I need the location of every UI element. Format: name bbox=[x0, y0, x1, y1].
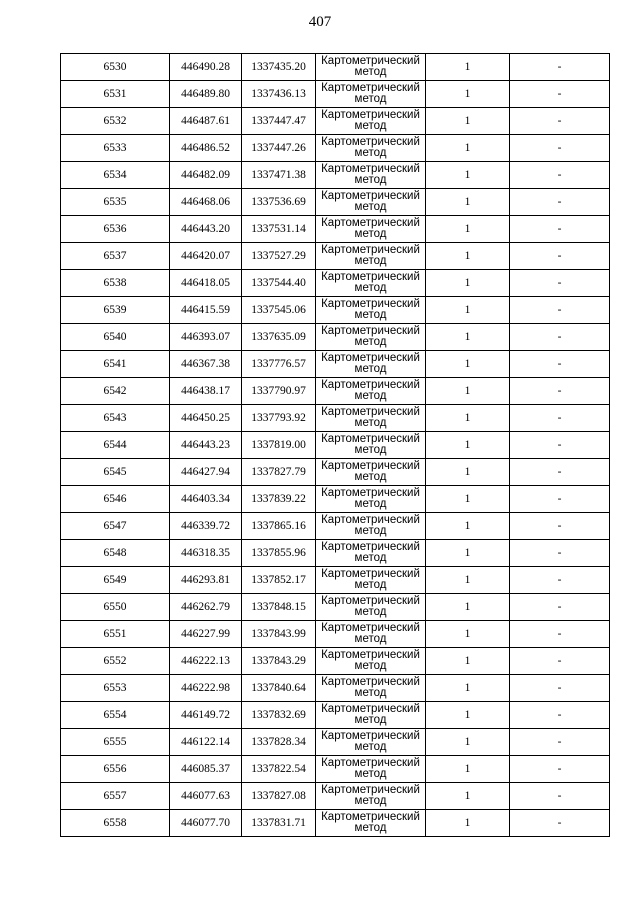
dash-cell: - bbox=[510, 702, 610, 729]
point-number-cell: 6551 bbox=[61, 621, 170, 648]
y-coordinate-cell: 1337865.16 bbox=[242, 513, 316, 540]
table-row bbox=[61, 810, 610, 837]
x-coordinate-cell: 446443.20 bbox=[170, 216, 242, 243]
point-number-cell: 6536 bbox=[61, 216, 170, 243]
point-number-cell: 6530 bbox=[61, 54, 170, 81]
method-text-line1: Картометрический bbox=[321, 487, 420, 499]
method-cell bbox=[316, 540, 426, 567]
method-cell bbox=[316, 297, 426, 324]
method-text-line2: метод bbox=[354, 768, 387, 780]
dash-cell: - bbox=[510, 540, 610, 567]
y-coordinate-cell: 1337527.29 bbox=[242, 243, 316, 270]
point-number-cell: 6558 bbox=[61, 810, 170, 837]
x-coordinate-cell: 446262.79 bbox=[170, 594, 242, 621]
method-text-line1: Картометрический bbox=[321, 811, 420, 823]
method-text-line1: Картометрический bbox=[321, 352, 420, 364]
dash-cell: - bbox=[510, 54, 610, 81]
method-text-line1: Картометрический bbox=[321, 82, 420, 94]
y-coordinate-cell: 1337840.64 bbox=[242, 675, 316, 702]
method-cell bbox=[316, 189, 426, 216]
point-number-cell: 6535 bbox=[61, 189, 170, 216]
accuracy-cell: 1 bbox=[426, 54, 510, 81]
method-cell bbox=[316, 432, 426, 459]
y-coordinate-cell: 1337819.00 bbox=[242, 432, 316, 459]
x-coordinate-cell: 446489.80 bbox=[170, 81, 242, 108]
method-cell bbox=[316, 351, 426, 378]
dash-cell: - bbox=[510, 810, 610, 837]
y-coordinate-cell: 1337843.29 bbox=[242, 648, 316, 675]
method-cell bbox=[316, 270, 426, 297]
table-row bbox=[61, 270, 610, 297]
point-number-cell: 6538 bbox=[61, 270, 170, 297]
accuracy-cell: 1 bbox=[426, 243, 510, 270]
method-text-line2: метод bbox=[354, 606, 387, 618]
accuracy-cell: 1 bbox=[426, 729, 510, 756]
y-coordinate-cell: 1337855.96 bbox=[242, 540, 316, 567]
method-text-line2: метод bbox=[354, 687, 387, 699]
table-row bbox=[61, 486, 610, 513]
method-text-line2: метод bbox=[354, 228, 387, 240]
dash-cell: - bbox=[510, 162, 610, 189]
method-text-line2: метод bbox=[354, 147, 387, 159]
y-coordinate-cell: 1337852.17 bbox=[242, 567, 316, 594]
method-text-line1: Картометрический bbox=[321, 163, 420, 175]
accuracy-cell: 1 bbox=[426, 810, 510, 837]
method-text-line1: Картометрический bbox=[321, 271, 420, 283]
table-row bbox=[61, 81, 610, 108]
method-cell bbox=[316, 216, 426, 243]
method-cell bbox=[316, 459, 426, 486]
y-coordinate-cell: 1337536.69 bbox=[242, 189, 316, 216]
y-coordinate-cell: 1337545.06 bbox=[242, 297, 316, 324]
dash-cell: - bbox=[510, 135, 610, 162]
dash-cell: - bbox=[510, 675, 610, 702]
accuracy-cell: 1 bbox=[426, 405, 510, 432]
method-text-line2: метод bbox=[354, 417, 387, 429]
method-cell bbox=[316, 324, 426, 351]
coordinates-table-body bbox=[61, 54, 610, 837]
table-row bbox=[61, 513, 610, 540]
dash-cell: - bbox=[510, 783, 610, 810]
accuracy-cell: 1 bbox=[426, 324, 510, 351]
method-text-line1: Картометрический bbox=[321, 676, 420, 688]
y-coordinate-cell: 1337435.20 bbox=[242, 54, 316, 81]
method-text-line1: Картометрический bbox=[321, 298, 420, 310]
method-cell bbox=[316, 243, 426, 270]
method-text-line1: Картометрический bbox=[321, 514, 420, 526]
y-coordinate-cell: 1337531.14 bbox=[242, 216, 316, 243]
method-text-line1: Картометрический bbox=[321, 703, 420, 715]
dash-cell: - bbox=[510, 405, 610, 432]
point-number-cell: 6548 bbox=[61, 540, 170, 567]
method-text-line2: метод bbox=[354, 174, 387, 186]
method-cell bbox=[316, 81, 426, 108]
dash-cell: - bbox=[510, 621, 610, 648]
method-text-line2: метод bbox=[354, 336, 387, 348]
method-cell bbox=[316, 783, 426, 810]
x-coordinate-cell: 446077.63 bbox=[170, 783, 242, 810]
dash-cell: - bbox=[510, 270, 610, 297]
dash-cell: - bbox=[510, 594, 610, 621]
point-number-cell: 6550 bbox=[61, 594, 170, 621]
method-cell bbox=[316, 702, 426, 729]
method-text-line2: метод bbox=[354, 282, 387, 294]
accuracy-cell: 1 bbox=[426, 567, 510, 594]
x-coordinate-cell: 446085.37 bbox=[170, 756, 242, 783]
table-row bbox=[61, 324, 610, 351]
table-row bbox=[61, 567, 610, 594]
x-coordinate-cell: 446418.05 bbox=[170, 270, 242, 297]
table-row bbox=[61, 162, 610, 189]
table-row bbox=[61, 648, 610, 675]
point-number-cell: 6552 bbox=[61, 648, 170, 675]
accuracy-cell: 1 bbox=[426, 594, 510, 621]
dash-cell: - bbox=[510, 513, 610, 540]
x-coordinate-cell: 446318.35 bbox=[170, 540, 242, 567]
accuracy-cell: 1 bbox=[426, 675, 510, 702]
method-text-line1: Картометрический bbox=[321, 541, 420, 553]
table-row bbox=[61, 540, 610, 567]
x-coordinate-cell: 446367.38 bbox=[170, 351, 242, 378]
method-text-line1: Картометрический bbox=[321, 460, 420, 472]
method-text-line2: метод bbox=[354, 525, 387, 537]
point-number-cell: 6541 bbox=[61, 351, 170, 378]
method-cell bbox=[316, 513, 426, 540]
point-number-cell: 6553 bbox=[61, 675, 170, 702]
y-coordinate-cell: 1337436.13 bbox=[242, 81, 316, 108]
method-text-line1: Картометрический bbox=[321, 757, 420, 769]
y-coordinate-cell: 1337447.47 bbox=[242, 108, 316, 135]
table-row bbox=[61, 432, 610, 459]
point-number-cell: 6557 bbox=[61, 783, 170, 810]
method-cell bbox=[316, 567, 426, 594]
coordinates-table bbox=[60, 53, 610, 837]
y-coordinate-cell: 1337447.26 bbox=[242, 135, 316, 162]
accuracy-cell: 1 bbox=[426, 81, 510, 108]
accuracy-cell: 1 bbox=[426, 162, 510, 189]
dash-cell: - bbox=[510, 216, 610, 243]
method-text-line2: метод bbox=[354, 93, 387, 105]
y-coordinate-cell: 1337843.99 bbox=[242, 621, 316, 648]
accuracy-cell: 1 bbox=[426, 108, 510, 135]
method-text-line2: метод bbox=[354, 579, 387, 591]
accuracy-cell: 1 bbox=[426, 621, 510, 648]
method-text-line2: метод bbox=[354, 741, 387, 753]
method-cell bbox=[316, 486, 426, 513]
method-cell bbox=[316, 108, 426, 135]
x-coordinate-cell: 446438.17 bbox=[170, 378, 242, 405]
dash-cell: - bbox=[510, 81, 610, 108]
y-coordinate-cell: 1337793.92 bbox=[242, 405, 316, 432]
dash-cell: - bbox=[510, 351, 610, 378]
y-coordinate-cell: 1337839.22 bbox=[242, 486, 316, 513]
method-text-line1: Картометрический bbox=[321, 136, 420, 148]
point-number-cell: 6544 bbox=[61, 432, 170, 459]
method-cell bbox=[316, 54, 426, 81]
point-number-cell: 6555 bbox=[61, 729, 170, 756]
table-row bbox=[61, 378, 610, 405]
y-coordinate-cell: 1337827.08 bbox=[242, 783, 316, 810]
method-text-line2: метод bbox=[354, 444, 387, 456]
accuracy-cell: 1 bbox=[426, 756, 510, 783]
accuracy-cell: 1 bbox=[426, 270, 510, 297]
dash-cell: - bbox=[510, 756, 610, 783]
x-coordinate-cell: 446486.52 bbox=[170, 135, 242, 162]
x-coordinate-cell: 446077.70 bbox=[170, 810, 242, 837]
x-coordinate-cell: 446487.61 bbox=[170, 108, 242, 135]
method-text-line2: метод bbox=[354, 822, 387, 834]
dash-cell: - bbox=[510, 729, 610, 756]
table-row bbox=[61, 216, 610, 243]
method-text-line2: метод bbox=[354, 795, 387, 807]
table-row bbox=[61, 783, 610, 810]
accuracy-cell: 1 bbox=[426, 378, 510, 405]
method-text-line2: метод bbox=[354, 471, 387, 483]
x-coordinate-cell: 446339.72 bbox=[170, 513, 242, 540]
method-cell bbox=[316, 756, 426, 783]
x-coordinate-cell: 446122.14 bbox=[170, 729, 242, 756]
accuracy-cell: 1 bbox=[426, 189, 510, 216]
table-row bbox=[61, 594, 610, 621]
point-number-cell: 6545 bbox=[61, 459, 170, 486]
dash-cell: - bbox=[510, 486, 610, 513]
method-text-line1: Картометрический bbox=[321, 784, 420, 796]
accuracy-cell: 1 bbox=[426, 702, 510, 729]
table-row bbox=[61, 675, 610, 702]
x-coordinate-cell: 446468.06 bbox=[170, 189, 242, 216]
table-row bbox=[61, 729, 610, 756]
method-text-line1: Картометрический bbox=[321, 325, 420, 337]
y-coordinate-cell: 1337832.69 bbox=[242, 702, 316, 729]
method-text-line2: метод bbox=[354, 66, 387, 78]
table-row bbox=[61, 54, 610, 81]
dash-cell: - bbox=[510, 378, 610, 405]
method-text-line2: метод bbox=[354, 633, 387, 645]
method-text-line1: Картометрический bbox=[321, 568, 420, 580]
x-coordinate-cell: 446293.81 bbox=[170, 567, 242, 594]
method-cell bbox=[316, 675, 426, 702]
accuracy-cell: 1 bbox=[426, 351, 510, 378]
accuracy-cell: 1 bbox=[426, 648, 510, 675]
point-number-cell: 6547 bbox=[61, 513, 170, 540]
method-text-line1: Картометрический bbox=[321, 730, 420, 742]
method-text-line1: Картометрический bbox=[321, 622, 420, 634]
table-row bbox=[61, 243, 610, 270]
point-number-cell: 6533 bbox=[61, 135, 170, 162]
method-text-line2: метод bbox=[354, 660, 387, 672]
table-row bbox=[61, 108, 610, 135]
method-cell bbox=[316, 135, 426, 162]
method-text-line2: метод bbox=[354, 255, 387, 267]
accuracy-cell: 1 bbox=[426, 432, 510, 459]
method-text-line1: Картометрический bbox=[321, 406, 420, 418]
method-text-line1: Картометрический bbox=[321, 433, 420, 445]
table-row bbox=[61, 297, 610, 324]
method-cell bbox=[316, 594, 426, 621]
x-coordinate-cell: 446450.25 bbox=[170, 405, 242, 432]
x-coordinate-cell: 446443.23 bbox=[170, 432, 242, 459]
method-text-line1: Картометрический bbox=[321, 244, 420, 256]
method-text-line2: метод bbox=[354, 390, 387, 402]
method-cell bbox=[316, 405, 426, 432]
x-coordinate-cell: 446403.34 bbox=[170, 486, 242, 513]
point-number-cell: 6554 bbox=[61, 702, 170, 729]
x-coordinate-cell: 446222.13 bbox=[170, 648, 242, 675]
accuracy-cell: 1 bbox=[426, 135, 510, 162]
table-row bbox=[61, 702, 610, 729]
accuracy-cell: 1 bbox=[426, 459, 510, 486]
method-text-line2: метод bbox=[354, 201, 387, 213]
y-coordinate-cell: 1337831.71 bbox=[242, 810, 316, 837]
method-cell bbox=[316, 810, 426, 837]
method-text-line1: Картометрический bbox=[321, 379, 420, 391]
y-coordinate-cell: 1337776.57 bbox=[242, 351, 316, 378]
dash-cell: - bbox=[510, 243, 610, 270]
dash-cell: - bbox=[510, 324, 610, 351]
point-number-cell: 6534 bbox=[61, 162, 170, 189]
table-row bbox=[61, 189, 610, 216]
x-coordinate-cell: 446427.94 bbox=[170, 459, 242, 486]
x-coordinate-cell: 446482.09 bbox=[170, 162, 242, 189]
method-cell bbox=[316, 648, 426, 675]
point-number-cell: 6549 bbox=[61, 567, 170, 594]
y-coordinate-cell: 1337828.34 bbox=[242, 729, 316, 756]
dash-cell: - bbox=[510, 459, 610, 486]
method-text-line1: Картометрический bbox=[321, 649, 420, 661]
y-coordinate-cell: 1337822.54 bbox=[242, 756, 316, 783]
accuracy-cell: 1 bbox=[426, 216, 510, 243]
dash-cell: - bbox=[510, 432, 610, 459]
accuracy-cell: 1 bbox=[426, 783, 510, 810]
method-text-line2: метод bbox=[354, 498, 387, 510]
method-cell bbox=[316, 621, 426, 648]
x-coordinate-cell: 446490.28 bbox=[170, 54, 242, 81]
method-text-line2: метод bbox=[354, 309, 387, 321]
table-row bbox=[61, 621, 610, 648]
point-number-cell: 6542 bbox=[61, 378, 170, 405]
method-cell bbox=[316, 729, 426, 756]
method-text-line2: метод bbox=[354, 714, 387, 726]
point-number-cell: 6546 bbox=[61, 486, 170, 513]
dash-cell: - bbox=[510, 648, 610, 675]
method-text-line1: Картометрический bbox=[321, 109, 420, 121]
table-row bbox=[61, 405, 610, 432]
accuracy-cell: 1 bbox=[426, 540, 510, 567]
accuracy-cell: 1 bbox=[426, 486, 510, 513]
dash-cell: - bbox=[510, 108, 610, 135]
y-coordinate-cell: 1337790.97 bbox=[242, 378, 316, 405]
dash-cell: - bbox=[510, 189, 610, 216]
method-cell bbox=[316, 378, 426, 405]
accuracy-cell: 1 bbox=[426, 297, 510, 324]
table-row bbox=[61, 135, 610, 162]
x-coordinate-cell: 446393.07 bbox=[170, 324, 242, 351]
method-text-line1: Картометрический bbox=[321, 55, 420, 67]
method-text-line1: Картометрический bbox=[321, 217, 420, 229]
y-coordinate-cell: 1337471.38 bbox=[242, 162, 316, 189]
point-number-cell: 6537 bbox=[61, 243, 170, 270]
method-text-line1: Картометрический bbox=[321, 595, 420, 607]
method-text-line2: метод bbox=[354, 120, 387, 132]
point-number-cell: 6540 bbox=[61, 324, 170, 351]
method-cell bbox=[316, 162, 426, 189]
table-row bbox=[61, 756, 610, 783]
point-number-cell: 6532 bbox=[61, 108, 170, 135]
method-text-line1: Картометрический bbox=[321, 190, 420, 202]
y-coordinate-cell: 1337544.40 bbox=[242, 270, 316, 297]
x-coordinate-cell: 446149.72 bbox=[170, 702, 242, 729]
table-row bbox=[61, 351, 610, 378]
point-number-cell: 6531 bbox=[61, 81, 170, 108]
y-coordinate-cell: 1337827.79 bbox=[242, 459, 316, 486]
point-number-cell: 6543 bbox=[61, 405, 170, 432]
table-row bbox=[61, 459, 610, 486]
dash-cell: - bbox=[510, 567, 610, 594]
method-text-line2: метод bbox=[354, 363, 387, 375]
method-text-line2: метод bbox=[354, 552, 387, 564]
x-coordinate-cell: 446420.07 bbox=[170, 243, 242, 270]
point-number-cell: 6556 bbox=[61, 756, 170, 783]
x-coordinate-cell: 446415.59 bbox=[170, 297, 242, 324]
x-coordinate-cell: 446227.99 bbox=[170, 621, 242, 648]
y-coordinate-cell: 1337635.09 bbox=[242, 324, 316, 351]
dash-cell: - bbox=[510, 297, 610, 324]
point-number-cell: 6539 bbox=[61, 297, 170, 324]
y-coordinate-cell: 1337848.15 bbox=[242, 594, 316, 621]
page-number: 407 bbox=[308, 14, 332, 30]
x-coordinate-cell: 446222.98 bbox=[170, 675, 242, 702]
accuracy-cell: 1 bbox=[426, 513, 510, 540]
